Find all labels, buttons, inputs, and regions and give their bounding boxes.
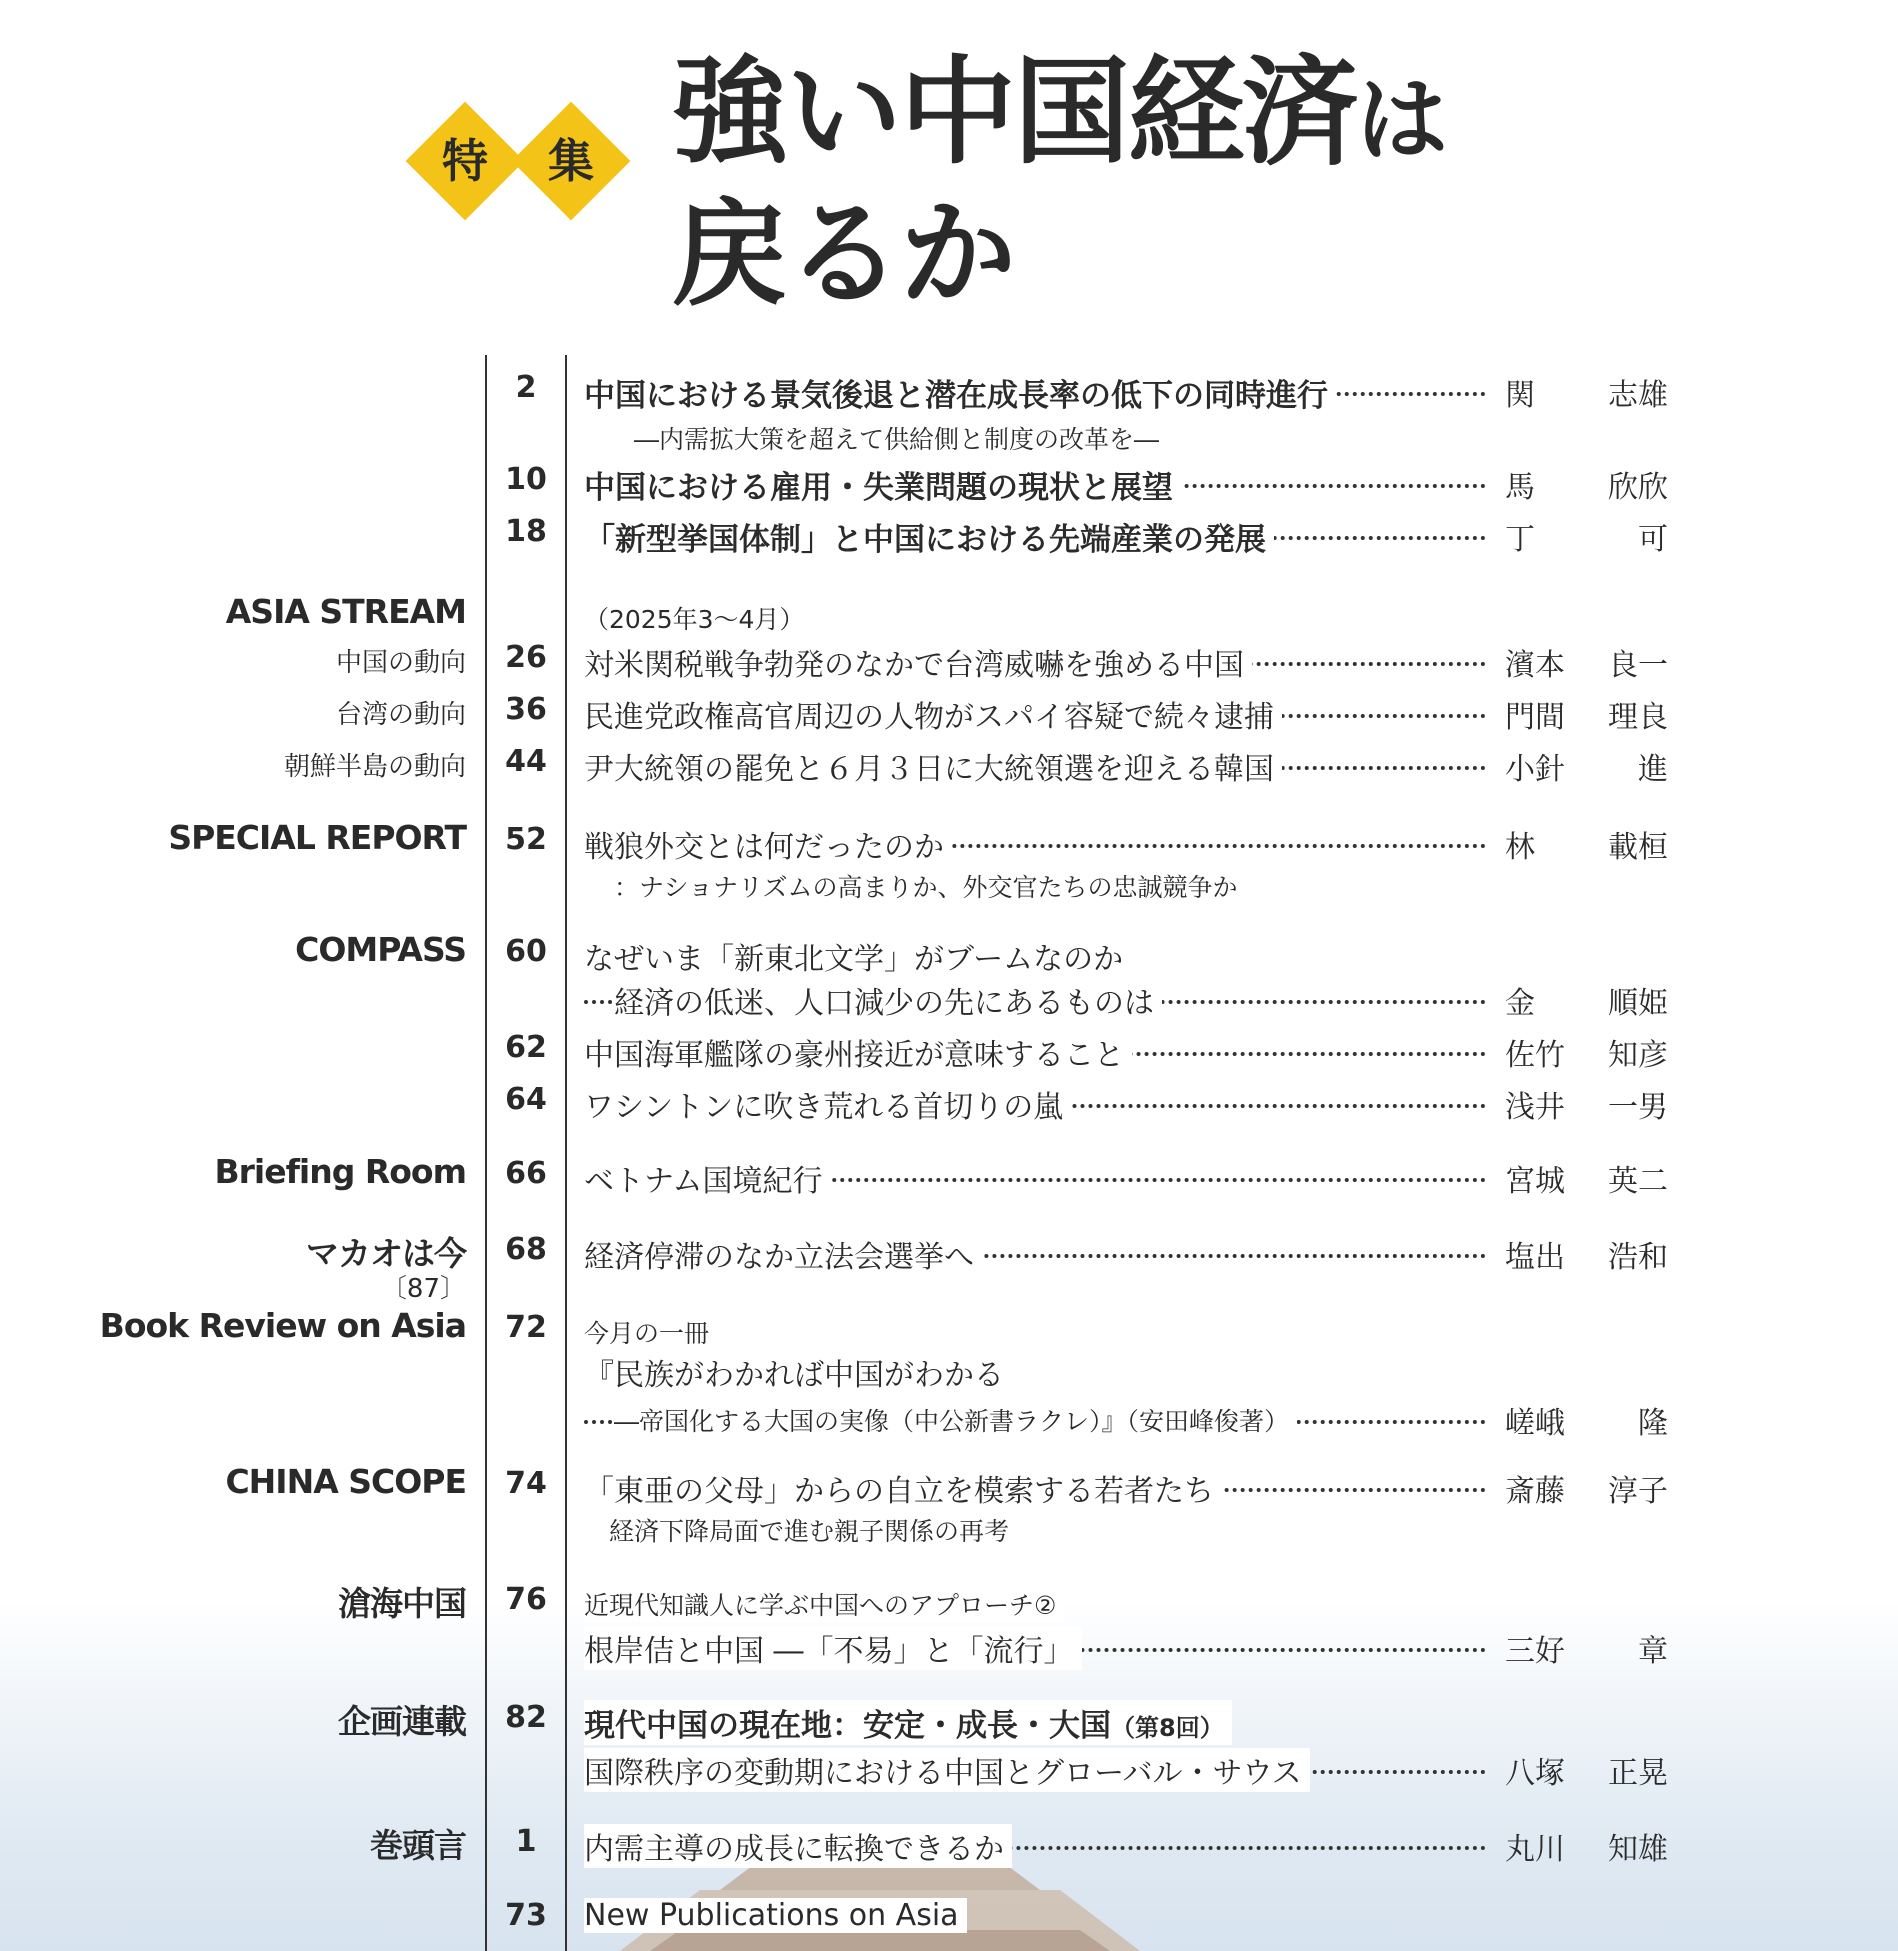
toc-page-number: 60 (505, 934, 547, 969)
toc-author-given: 知雄 (1608, 1832, 1668, 1867)
toc-article-title[interactable] (614, 1402, 1297, 1438)
toc-author-family: 斎藤 (1505, 1474, 1565, 1509)
toc-article-title[interactable] (584, 1748, 1310, 1792)
toc-page-number: 2 (515, 370, 537, 405)
toc-row (0, 412, 1898, 460)
toc-article-title-text: 近現代知識人に学ぶ中国へのアプローチ② (584, 1591, 1057, 1620)
toc-author-family: 塩出 (1505, 1240, 1565, 1275)
toc-author-given: 可 (1638, 522, 1668, 557)
toc-article-title-text: 『民族がわかれば中国がわかる (584, 1358, 1004, 1393)
toc-article-title-text: 中国における雇用・失業問題の現状と展望 (584, 470, 1173, 506)
toc-author-family: 濱本 (1505, 648, 1565, 683)
toc-article-title-text: 中国海軍艦隊の豪州接近が意味すること (584, 1038, 1124, 1073)
toc-page-number: 64 (505, 1082, 547, 1117)
toc-article-title[interactable] (584, 640, 1252, 684)
toc-article-title-text: 戦狼外交とは何だったのか (584, 830, 944, 865)
toc-author-given: 欣欣 (1608, 470, 1668, 505)
toc-article-title[interactable] (584, 744, 1282, 788)
toc-article-title[interactable] (584, 1466, 1222, 1510)
toc-author-given: 正晃 (1608, 1756, 1668, 1791)
toc-article-title-text: 現代中国の現在地：安定・成長・大国 (584, 1708, 1111, 1744)
toc-section-label: Briefing Room (214, 1152, 466, 1191)
toc-section-label: 朝鮮半島の動向 (283, 752, 466, 782)
toc-article-title[interactable] (584, 600, 812, 636)
toc-article-title[interactable] (614, 868, 1246, 904)
toc-author-given: 順姫 (1608, 986, 1668, 1021)
toc-article-title[interactable] (584, 934, 1131, 978)
toc-article-title[interactable] (584, 1030, 1132, 1074)
toc-article-title-text: ―帝国化する大国の実像（中公新書ラクレ）』（安田峰俊著） (614, 1407, 1290, 1436)
toc-author-given: 章 (1638, 1634, 1668, 1669)
toc-article-title[interactable] (584, 1586, 1064, 1622)
badge-char-1: 特 (442, 134, 488, 188)
toc-article-title-text: 対米関税戦争勃発のなかで台湾威嚇を強める中国 (584, 648, 1244, 683)
toc-author-family: 宮城 (1505, 1164, 1565, 1199)
toc-row (0, 636, 1898, 684)
toc-section-label: 巻頭言 (370, 1826, 466, 1865)
toc-page-number: 44 (505, 744, 547, 779)
toc-section-label: ASIA STREAM (225, 592, 466, 631)
toc-section-label: マカオは今 (306, 1234, 466, 1273)
toc-page-number: 1 (515, 1824, 537, 1859)
toc-article-title-text: 「新型挙国体制」と中国における先端産業の発展 (584, 522, 1266, 558)
toc-article-title[interactable] (584, 1898, 967, 1933)
feature-title-line2: 戻るか (672, 187, 1014, 322)
toc-section-label: SPECIAL REPORT (168, 818, 466, 857)
toc-row (0, 740, 1898, 788)
toc-article-title-text: 今月の一冊 (584, 1319, 710, 1348)
toc-page-number: 10 (505, 462, 547, 497)
toc-article-title[interactable] (584, 370, 1336, 415)
badge-char-2: 集 (548, 134, 594, 188)
toc-author-family: 金 (1505, 986, 1535, 1021)
toc-author-given: 理良 (1608, 700, 1668, 735)
toc-article-title-text: ―内需拡大策を超えて供給側と制度の改革を― (634, 425, 1160, 454)
feature-title-tail: は (1356, 67, 1447, 174)
toc-article-title-text: New Publications on Asia (584, 1898, 959, 1933)
toc-row (0, 974, 1898, 1022)
toc-author-family: 馬 (1505, 470, 1535, 505)
toc-article-title[interactable] (584, 1082, 1071, 1126)
toc-article-title[interactable] (584, 1700, 1232, 1745)
toc-author-family: 関 (1505, 378, 1535, 413)
toc-row (0, 930, 1898, 978)
toc-article-title-text: 中国における景気後退と潜在成長率の低下の同時進行 (584, 378, 1328, 414)
toc-section-label: 台湾の動向 (335, 700, 466, 730)
toc-section-label: COMPASS (295, 930, 466, 969)
toc-article-title-text: 「東亜の父母」からの自立を模索する若者たち (584, 1474, 1214, 1509)
toc-row (0, 860, 1898, 908)
toc-page-number: 26 (505, 640, 547, 675)
toc-author-given: 志雄 (1608, 378, 1668, 413)
toc-article-title[interactable] (614, 978, 1162, 1022)
toc-row (0, 510, 1898, 558)
toc-author-family: 丸川 (1505, 1832, 1565, 1867)
toc-section-label: 中国の動向 (335, 648, 466, 678)
toc-article-title-text: 尹大統領の罷免と６月３日に大統領選を迎える韓国 (584, 752, 1274, 787)
toc-row (0, 1820, 1898, 1868)
toc-row (0, 1346, 1898, 1394)
toc-page-number: 36 (505, 692, 547, 727)
toc-author-family: 浅井 (1505, 1090, 1565, 1125)
toc-article-title[interactable] (584, 1156, 831, 1200)
toc-page-number: 52 (505, 822, 547, 857)
toc-page-number: 18 (505, 514, 547, 549)
toc-page-number: 73 (505, 1898, 547, 1933)
toc-article-title-text: ：ナショナリズムの高まりか、外交官たちの忠誠競争か (614, 873, 1238, 902)
toc-row (0, 592, 1898, 640)
feature-badge (410, 96, 642, 226)
toc-article-title-text: なぜいま「新東北文学」がブームなのか (584, 942, 1124, 977)
toc-row (0, 1078, 1898, 1126)
toc-article-title-text: ベトナム国境紀行 (584, 1164, 823, 1199)
toc-author-given: 進 (1638, 752, 1668, 787)
toc-author-family: 丁 (1505, 522, 1535, 557)
toc-author-given: 載桓 (1608, 830, 1668, 865)
toc-page-number: 74 (505, 1466, 547, 1501)
toc-section-label: CHINA SCOPE (225, 1462, 466, 1501)
toc-author-given: 良一 (1608, 648, 1668, 683)
toc-row (0, 818, 1898, 866)
toc-page-number: 82 (505, 1700, 547, 1735)
toc-article-title-text: 内需主導の成長に転換できるか (584, 1832, 1004, 1867)
feature-title-line1 (672, 38, 1446, 196)
toc-page-number: 66 (505, 1156, 547, 1191)
toc-article-title-text: 民進党政権高官周辺の人物がスパイ容疑で続々逮捕 (584, 700, 1274, 735)
toc-page-number: 62 (505, 1030, 547, 1065)
feature-title-main: 強い中国経済 (672, 45, 1356, 180)
toc-row (0, 1894, 1898, 1942)
toc-row (0, 1622, 1898, 1670)
toc-article-title[interactable] (584, 692, 1282, 736)
toc-author-given: 知彦 (1608, 1038, 1668, 1073)
toc-article-title-text: 経済の低迷、人口減少の先にあるものは (614, 986, 1154, 1021)
toc-article-title[interactable] (584, 514, 1274, 559)
toc-author-family: 林 (1505, 830, 1535, 865)
toc-row (0, 458, 1898, 506)
toc-author-family: 嵯峨 (1505, 1406, 1565, 1441)
toc-article-title[interactable] (634, 420, 1167, 456)
toc-author-family: 小針 (1505, 752, 1565, 787)
toc-row (0, 366, 1898, 414)
toc-article-title[interactable] (584, 462, 1181, 507)
toc-row (0, 1394, 1898, 1442)
toc-article-title-suffix: （第8回） (1111, 1714, 1224, 1742)
toc-row (0, 1744, 1898, 1792)
toc-author-family: 佐竹 (1505, 1038, 1565, 1073)
toc-article-title-text: 経済停滞のなか立法会選挙へ (584, 1240, 974, 1275)
toc-article-title-text: 経済下降局面で進む親子関係の再考 (609, 1517, 1010, 1546)
toc-article-title[interactable] (584, 1314, 717, 1350)
toc-article-title[interactable] (609, 1512, 1017, 1548)
toc-page-number: 76 (505, 1582, 547, 1617)
toc-row (0, 1152, 1898, 1200)
toc-section-label: 企画連載 (338, 1702, 466, 1741)
toc-row (0, 1462, 1898, 1510)
toc-author-family: 八塚 (1505, 1756, 1565, 1791)
toc-row (0, 1578, 1898, 1626)
toc-article-title[interactable] (584, 1824, 1012, 1868)
toc-article-title-text: ワシントンに吹き荒れる首切りの嵐 (584, 1090, 1064, 1125)
toc-row (0, 1504, 1898, 1552)
toc-article-title[interactable] (584, 1350, 1012, 1394)
toc-article-title-text: （2025年3～4月） (584, 605, 805, 634)
toc-author-given: 隆 (1638, 1406, 1668, 1441)
toc-article-title-text: 国際秩序の変動期における中国とグローバル・サウス (584, 1756, 1302, 1791)
toc-article-title[interactable] (584, 1626, 1082, 1670)
toc-page-number: 72 (505, 1310, 547, 1345)
toc-author-given: 英二 (1608, 1164, 1668, 1199)
toc-section-label: 滄海中国 (338, 1584, 466, 1623)
toc-row (0, 688, 1898, 736)
toc-section-label: 〔87〕 (380, 1274, 466, 1304)
toc-page-number: 68 (505, 1232, 547, 1267)
toc-author-given: 浩和 (1608, 1240, 1668, 1275)
toc-article-title[interactable] (584, 1232, 982, 1276)
toc-row (0, 1026, 1898, 1074)
toc-article-title[interactable] (584, 822, 952, 866)
toc-author-family: 三好 (1505, 1634, 1565, 1669)
toc-row (0, 1696, 1898, 1744)
toc-author-given: 淳子 (1608, 1474, 1668, 1509)
toc-article-title-text: 根岸佶と中国 ―「不易」と「流行」 (584, 1634, 1074, 1669)
toc-section-label: Book Review on Asia (99, 1306, 466, 1345)
toc-author-family: 門間 (1505, 700, 1565, 735)
toc-author-given: 一男 (1608, 1090, 1668, 1125)
